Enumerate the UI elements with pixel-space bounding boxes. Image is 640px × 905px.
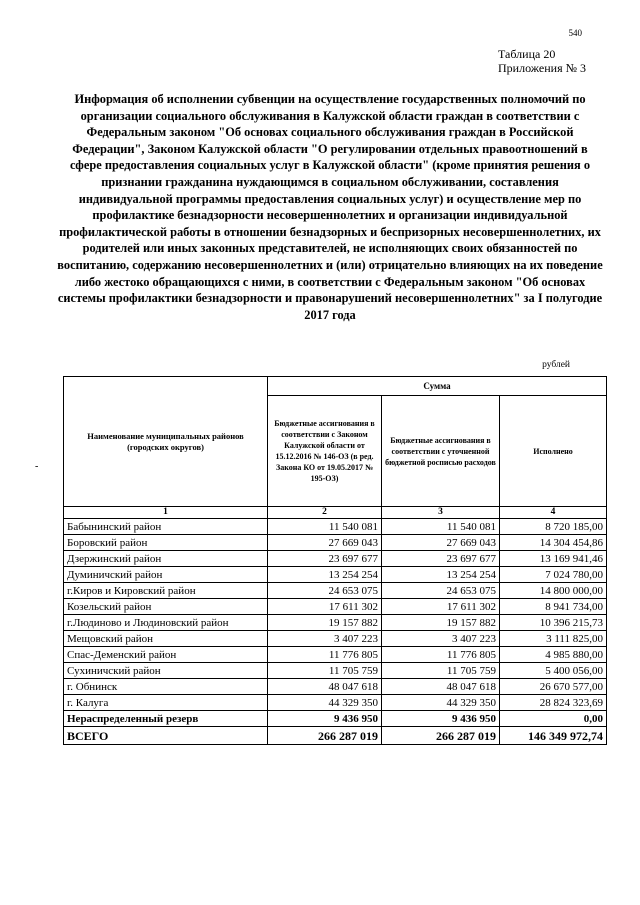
- column-header-law-allocation: Бюджетные ассигнования в соответствии с Законом Калужской области от 15.12.2016 № 146-ОЗ (в ред. Закона КО от 19.05.2017 № 195-ОЗ): [268, 396, 382, 507]
- document-heading: Информация об исполнении субвенции на осуществление государственных полномочий по организации социального обслуживания в Калужской области граждан в соответствии с Федеральным законом "Об основах социального обслуживания граждан в Российской Федерации", Законом Калужской области "О регулировании отдельных правоотношений в сфере предоставления социальных услуг в Калужской области" (кроме принятия решения о признании гражданина нуждающимся в социальном обслуживании, составления индивидуальной программы предоставления социальных услуг) и осуществление мер по профилактике безнадзорности несовершеннолетних и организации индивидуальной профилактической работы в отношении безнадзорных и беспризорных несовершеннолетних, их родителей или иных законных представителей, не исполняющих своих обязанностей по воспитанию, содержанию несовершеннолетних и (или) отрицательно влияющих на их поведение либо жестоко обращающихся с ними, в соответствии с Федеральным законом "Об основах системы профилактики безнадзорности и правонарушений несовершеннолетних" за I полугодие 2017 года: [57, 92, 603, 322]
- executed-value: 28 824 323,69: [500, 695, 607, 711]
- district-name: г. Калуга: [64, 695, 268, 711]
- law-allocation-value: 11 540 081: [268, 519, 382, 535]
- reserve-executed-value: 0,00: [500, 711, 607, 727]
- table-row: [64, 647, 607, 663]
- executed-value: 4 985 880,00: [500, 647, 607, 663]
- table-reference: [498, 47, 586, 75]
- executed-value: 8 941 734,00: [500, 599, 607, 615]
- budget-schedule-value: 11 705 759: [382, 663, 500, 679]
- table-row: [64, 695, 607, 711]
- law-allocation-value: 48 047 618: [268, 679, 382, 695]
- law-allocation-value: 27 669 043: [268, 535, 382, 551]
- district-name: Бабынинский район: [64, 519, 268, 535]
- reserve-budget-schedule-value: 9 436 950: [382, 711, 500, 727]
- reserve-law-allocation-value: 9 436 950: [268, 711, 382, 727]
- total-executed-value: 146 349 972,74: [500, 727, 607, 745]
- budget-schedule-value: 13 254 254: [382, 567, 500, 583]
- district-name: Спас-Деменский район: [64, 647, 268, 663]
- district-name: Мещовский район: [64, 631, 268, 647]
- reserve-name: Нераспределенный резерв: [64, 711, 268, 727]
- budget-schedule-value: 17 611 302: [382, 599, 500, 615]
- total-row: [64, 727, 607, 745]
- law-allocation-value: 11 776 805: [268, 647, 382, 663]
- column-group-header-sum: Сумма: [268, 377, 607, 396]
- executed-value: 14 304 454,86: [500, 535, 607, 551]
- table-row: [64, 583, 607, 599]
- column-number: 3: [382, 507, 500, 519]
- law-allocation-value: 23 697 677: [268, 551, 382, 567]
- law-allocation-value: 11 705 759: [268, 663, 382, 679]
- budget-schedule-value: 24 653 075: [382, 583, 500, 599]
- subvention-table: [63, 376, 607, 745]
- column-number: 2: [268, 507, 382, 519]
- law-allocation-value: 24 653 075: [268, 583, 382, 599]
- reserve-row: [64, 711, 607, 727]
- table-row: [64, 679, 607, 695]
- executed-value: 7 024 780,00: [500, 567, 607, 583]
- column-header-name: Наименование муниципальных районов (городских округов): [64, 377, 268, 507]
- table-row: [64, 663, 607, 679]
- law-allocation-value: 19 157 882: [268, 615, 382, 631]
- column-number: 1: [64, 507, 268, 519]
- district-name: Думиничский район: [64, 567, 268, 583]
- column-header-executed: Исполнено: [500, 396, 607, 507]
- law-allocation-value: 13 254 254: [268, 567, 382, 583]
- executed-value: 5 400 056,00: [500, 663, 607, 679]
- executed-value: 3 111 825,00: [500, 631, 607, 647]
- table-row: [64, 615, 607, 631]
- district-name: Дзержинский район: [64, 551, 268, 567]
- total-label: ВСЕГО: [64, 727, 268, 745]
- column-number-row: [64, 507, 607, 519]
- total-budget-schedule-value: 266 287 019: [382, 727, 500, 745]
- column-number: 4: [500, 507, 607, 519]
- district-name: г.Людиново и Людиновский район: [64, 615, 268, 631]
- table-row: [64, 599, 607, 615]
- district-name: г. Обнинск: [64, 679, 268, 695]
- table-row: [64, 551, 607, 567]
- district-name: Козельский район: [64, 599, 268, 615]
- table-row: [64, 535, 607, 551]
- total-law-allocation-value: 266 287 019: [268, 727, 382, 745]
- units-label: рублей: [542, 360, 570, 370]
- budget-schedule-value: 27 669 043: [382, 535, 500, 551]
- law-allocation-value: 3 407 223: [268, 631, 382, 647]
- margin-mark: -: [35, 461, 39, 472]
- executed-value: 8 720 185,00: [500, 519, 607, 535]
- table-row: [64, 631, 607, 647]
- budget-schedule-value: 11 776 805: [382, 647, 500, 663]
- table-ref-line-1: Таблица 20: [498, 47, 556, 61]
- column-header-budget-schedule: Бюджетные ассигнования в соответствии с уточненной бюджетной росписью расходов: [382, 396, 500, 507]
- district-name: Сухиничский район: [64, 663, 268, 679]
- budget-schedule-value: 23 697 677: [382, 551, 500, 567]
- table-row: [64, 519, 607, 535]
- budget-schedule-value: 48 047 618: [382, 679, 500, 695]
- executed-value: 14 800 000,00: [500, 583, 607, 599]
- page-number: 540: [568, 28, 582, 38]
- table-row: [64, 567, 607, 583]
- budget-schedule-value: 11 540 081: [382, 519, 500, 535]
- executed-value: 13 169 941,46: [500, 551, 607, 567]
- district-name: г.Киров и Кировский район: [64, 583, 268, 599]
- district-name: Боровский район: [64, 535, 268, 551]
- law-allocation-value: 17 611 302: [268, 599, 382, 615]
- executed-value: 26 670 577,00: [500, 679, 607, 695]
- executed-value: 10 396 215,73: [500, 615, 607, 631]
- table-ref-line-2: Приложения № 3: [498, 61, 587, 75]
- budget-schedule-value: 3 407 223: [382, 631, 500, 647]
- budget-schedule-value: 44 329 350: [382, 695, 500, 711]
- law-allocation-value: 44 329 350: [268, 695, 382, 711]
- budget-schedule-value: 19 157 882: [382, 615, 500, 631]
